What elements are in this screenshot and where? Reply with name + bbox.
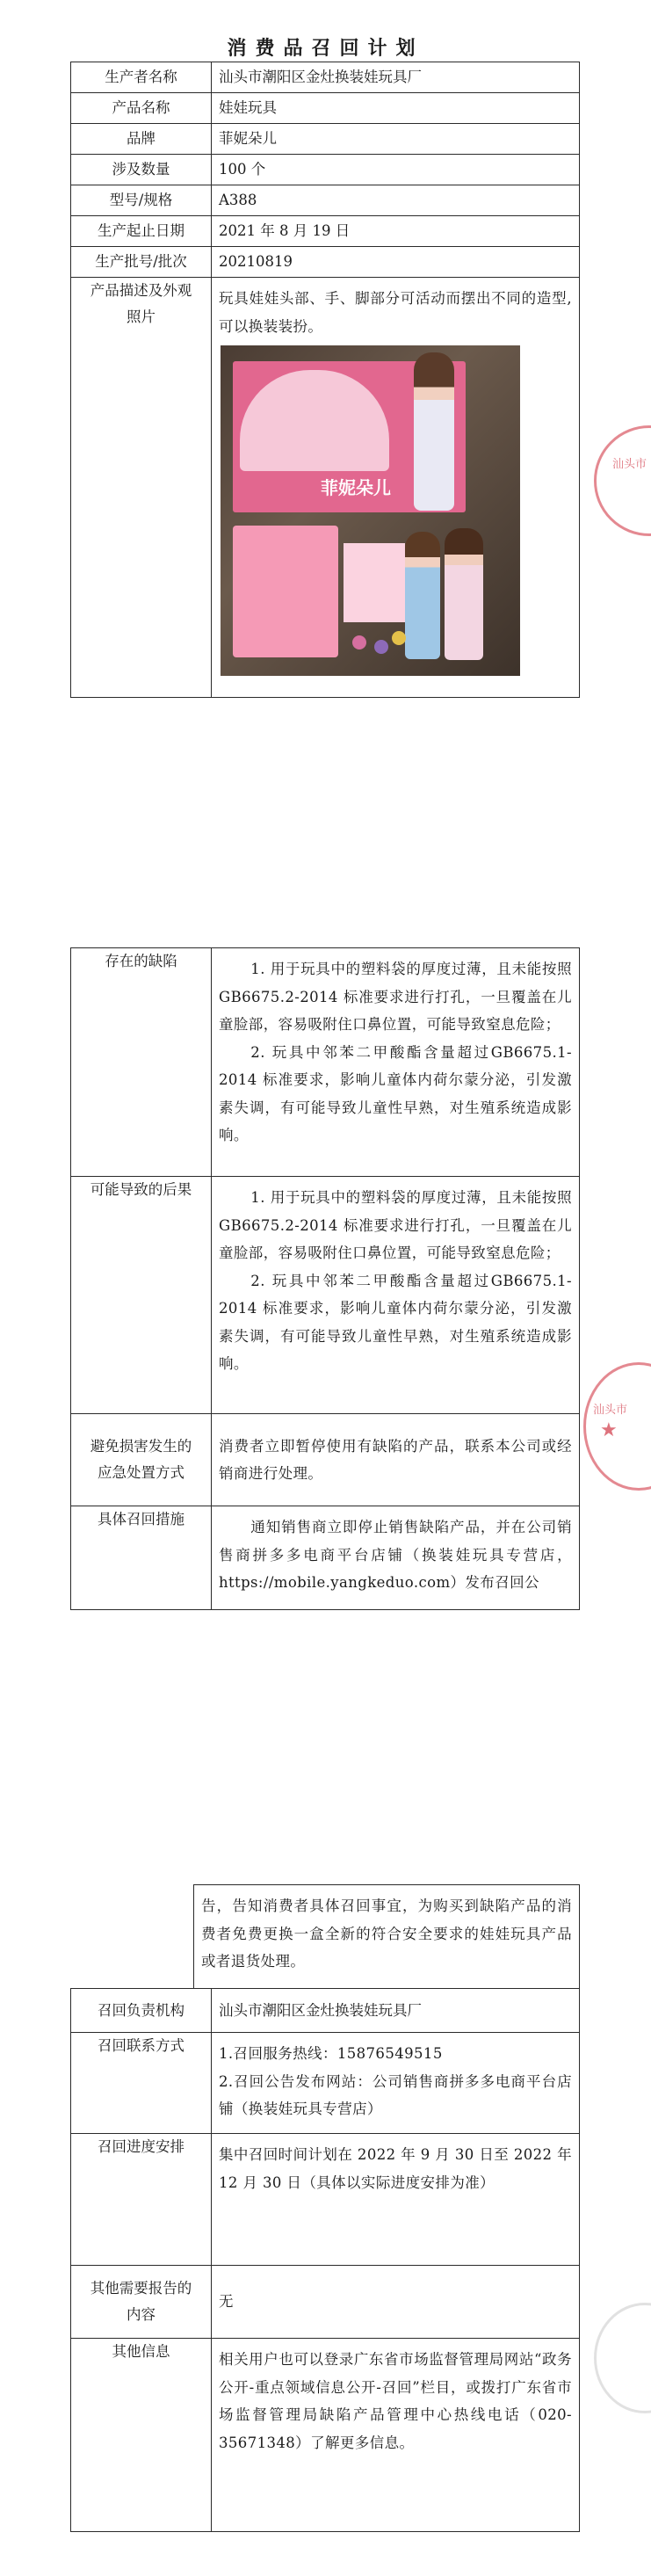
measures-value — [212, 1506, 580, 1610]
model-label: 型号/规格 — [71, 185, 212, 216]
contact-value — [212, 2033, 580, 2134]
quantity-label: 涉及数量 — [71, 155, 212, 185]
org-value: 汕头市潮阳区金灶换装娃玩具厂 — [212, 1989, 580, 2033]
emergency-value — [212, 1414, 580, 1506]
page-title: 消费品召回计划 — [227, 37, 424, 60]
defects-paragraph-2: 2. 玩具中邻苯二甲酸酯含量超过GB6675.1-2014 标准要求，影响儿童体内荷尔蒙分泌，引发激素失调，有可能导致儿童性早熟，对生殖系统造成影响。 — [219, 1043, 572, 1143]
table-row — [71, 62, 580, 93]
consequences-paragraph-2: 2. 玩具中邻苯二甲酸酯含量超过GB6675.1-2014 标准要求，影响儿童体内荷尔蒙分泌，引发激素失调，有可能导致儿童性早熟，对生殖系统造成影响。 — [219, 1272, 572, 1372]
contact-website: 2.召回公告发布网站：公司销售商拼多多电商平台店铺（换装娃玩具专营店） — [219, 2072, 572, 2117]
table-row — [71, 124, 580, 155]
product-name-label: 产品名称 — [71, 93, 212, 124]
accessory-image — [392, 631, 406, 645]
table-row — [71, 155, 580, 185]
brand-label: 品牌 — [71, 124, 212, 155]
schedule-label: 召回进度安排 — [71, 2134, 212, 2266]
consequences-value — [212, 1177, 580, 1414]
emergency-label — [71, 1414, 212, 1506]
emergency-label-line2: 应急处置方式 — [98, 1464, 184, 1481]
description-value — [212, 278, 580, 698]
emergency-text: 消费者立即暂停使用有缺陷的产品，联系本公司或经销商进行处理。 — [219, 1437, 572, 1482]
doll-pink-dress-image — [445, 528, 483, 660]
doll-blue-dress-image — [405, 532, 440, 659]
description-label-line1: 产品描述及外观 — [90, 282, 192, 299]
official-seal-stamp: 汕头市 ★ — [583, 1362, 651, 1491]
contact-hotline: 1.召回服务热线：15876549515 — [219, 2045, 443, 2062]
other-info-label: 其他信息 — [71, 2339, 212, 2532]
box-window — [240, 370, 389, 471]
doll-image — [414, 352, 454, 511]
product-name-value: 娃娃玩具 — [212, 93, 580, 124]
description-label-line2: 照片 — [127, 308, 156, 325]
emergency-label-line1: 避免损害发生的 — [90, 1438, 192, 1455]
table-row — [71, 2033, 580, 2134]
other-report-label-line2: 内容 — [127, 2306, 156, 2323]
official-seal-stamp: 汕头市 — [594, 425, 651, 536]
schedule-value — [212, 2134, 580, 2266]
table-row — [71, 1506, 580, 1610]
contact-label: 召回联系方式 — [71, 2033, 212, 2134]
recall-table-product — [70, 62, 580, 698]
consequences-paragraph-1: 1. 用于玩具中的塑料袋的厚度过薄，且未能按照 GB6675.2-2014 标准要求进行打孔，一旦覆盖在儿童脸部，容易吸附住口鼻位置，可能导致窒息危险； — [219, 1189, 572, 1261]
measures-label: 具体召回措施 — [71, 1506, 212, 1610]
box-brand-logo: 菲妮朵儿 — [321, 477, 391, 498]
description-text: 玩具娃娃头部、手、脚部分可活动而摆出不同的造型,可以换装装扮。 — [219, 290, 572, 335]
quantity-value: 100 个 — [212, 155, 580, 185]
producer-value: 汕头市潮阳区金灶换装娃玩具厂 — [212, 62, 580, 93]
model-value: A388 — [212, 185, 580, 216]
table-row — [71, 2134, 580, 2266]
accessory-image — [352, 635, 366, 649]
other-report-value: 无 — [212, 2266, 580, 2339]
table-row — [71, 2266, 580, 2339]
consequences-label: 可能导致的后果 — [71, 1177, 212, 1414]
measures-text: 通知销售商立即停止销售缺陷产品，并在公司销售商拼多多电商平台店铺（换装娃玩具专营店，https://mobile.yangkeduo.com）发布召回公 — [219, 1519, 572, 1591]
other-info-text: 相关用户也可以登录广东省市场监督管理局网站“政务公开-重点领域信息公开-召回”栏目，或拨打广东省市场监督管理局缺陷产品管理中心热线电话（020-35671348）了解更多信息。 — [219, 2351, 572, 2451]
measures-continued-value — [194, 1885, 580, 1989]
measures-continued-text: 告，告知消费者具体召回事宜，为购买到缺陷产品的消费者免费更换一盒全新的符合安全要求的娃娃玩具产品或者退货处理。 — [201, 1898, 572, 1970]
table-row — [71, 216, 580, 247]
table-row — [71, 93, 580, 124]
producer-label: 生产者名称 — [71, 62, 212, 93]
accessory-image — [374, 640, 388, 654]
batch-value: 20210819 — [212, 247, 580, 278]
table-row — [71, 1414, 580, 1506]
table-row — [71, 2339, 580, 2532]
defects-value — [212, 948, 580, 1177]
org-label: 召回负责机构 — [71, 1989, 212, 2033]
recall-table-defects — [70, 947, 580, 1610]
official-seal-stamp — [594, 2303, 651, 2413]
schedule-text: 集中召回时间计划在 2022 年 9 月 30 日至 2022 年 12 月 30 日（具体以实际进度安排为准） — [219, 2146, 572, 2191]
recall-table-info — [70, 1988, 580, 2532]
table-row — [71, 185, 580, 216]
production-date-value: 2021 年 8 月 19 日 — [212, 216, 580, 247]
dollhouse-image — [233, 526, 338, 657]
defects-paragraph-1: 1. 用于玩具中的塑料袋的厚度过薄，且未能按照 GB6675.2-2014 标准要求进行打孔，一旦覆盖在儿童脸部，容易吸附住口鼻位置，可能导致窒息危险； — [219, 961, 572, 1033]
table-row — [71, 1177, 580, 1414]
product-photo — [221, 345, 520, 676]
wardrobe-image — [344, 543, 405, 622]
table-row — [71, 948, 580, 1177]
table-row — [194, 1885, 580, 1989]
defects-label: 存在的缺陷 — [71, 948, 212, 1177]
table-row — [71, 1989, 580, 2033]
table-row — [71, 247, 580, 278]
table-row — [71, 278, 580, 698]
recall-table-contact — [193, 1884, 580, 1989]
other-info-value — [212, 2339, 580, 2532]
description-label — [71, 278, 212, 698]
other-report-label-line1: 其他需要报告的 — [90, 2280, 192, 2297]
other-report-label — [71, 2266, 212, 2339]
batch-label: 生产批号/批次 — [71, 247, 212, 278]
production-date-label: 生产起止日期 — [71, 216, 212, 247]
brand-value: 菲妮朵儿 — [212, 124, 580, 155]
